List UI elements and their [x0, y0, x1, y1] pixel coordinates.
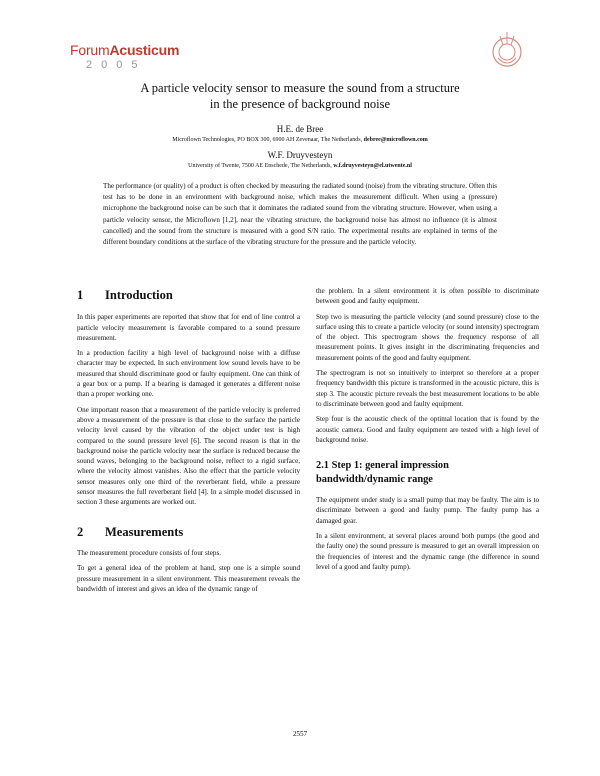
author-name: W.F. Druyvesteyn	[267, 150, 333, 160]
paragraph: Step four is the acoustic check of the optimal location that is found by the acoustic camera. Good and faulty equipment are tested with a high level of background noise.	[316, 415, 539, 444]
subsection-heading	[316, 459, 539, 486]
author-affiliation	[0, 163, 600, 169]
conference-logo-text	[70, 42, 179, 58]
conference-logo	[70, 42, 179, 71]
author-affiliation	[0, 137, 600, 143]
title-line-1: A particle velocity sensor to measure the sound from a structure	[140, 81, 460, 95]
logo-forum: Forum	[70, 42, 110, 58]
paragraph: Step two is measuring the particle velocity (and sound pressure) close to the surface using this to create a particle velocity (or sound intensity) spectrogram of the object. This spectrogram shows the frequency response of all measurement points. It gives insight in the discriminating frequencies and measurement points of the good and faulty equipment.	[316, 312, 539, 362]
page-number: 2557	[292, 730, 308, 738]
section-number: 2	[77, 524, 84, 539]
subsection-number: 2.1	[316, 460, 329, 472]
paragraph: In a silent environment, at several places around both pumps (the good and the faulty one) the sound pressure is measured to get an overall impression on the frequencies of interest and the dynamic range (the difference in sound level of a good and faulty pump).	[316, 532, 539, 571]
author-email: w.f.druyvesteyn@el.utwente.nl	[333, 163, 412, 169]
paper-title	[0, 80, 600, 112]
paragraph: the problem. In a silent environment it is often possible to discriminate between good and faulty equipment.	[316, 287, 539, 306]
title-line-2: in the presence of background noise	[209, 97, 391, 111]
section-heading	[77, 524, 300, 539]
affiliation-text: Microflown Technologies, PO BOX 300, 6900 AH Zevenaar, The Netherlands,	[172, 137, 363, 143]
section-heading	[77, 290, 300, 300]
subsection-title: Step 1: general impression bandwidth/dynamic range	[316, 460, 449, 485]
left-column	[77, 290, 300, 599]
paragraph: To get a general idea of the problem at hand, step one is a simple sound pressure measurement in a silent environment. This measurement reveals the bandwidth of interest and gives an idea of the dynamic range of	[77, 564, 300, 593]
section-number: 1	[77, 288, 84, 302]
paragraph: One important reason that a measurement of the particle velocity is preferred above a measurement of the pressure is that close to the surface the particle velocity level caused by the vibration of the object under test is high compared to the sound pressure level [6]. The second reason is that in the background noise the particle velocity near the surface is reduced because the sound waves, belonging to the background noise, reflect to a rigid surface, where the velocity almost vanishes. Also the effect that the particle velocity sensor measures only one third of the reverberant field, while a pressure sensor measures the full reverberant field [4]. In a simple model discussed in section 3 these arguments are worked out.	[77, 405, 300, 507]
author-name: H.E. de Bree	[276, 124, 324, 134]
affiliation-text: University of Twente, 7500 AE Enschede, The Netherlands,	[188, 163, 332, 169]
paragraph: In this paper experiments are reported that show that for end of line control a particle velocity measurement is favorable compared to a sound pressure measurement.	[77, 313, 300, 342]
section-title: Introduction	[105, 288, 173, 302]
paragraph: The equipment under study is a small pump that may be faulty. The aim is to discriminate between a good and faulty pump. The faulty pump has a damaged gear.	[316, 496, 539, 525]
conference-emblem-icon	[484, 28, 530, 74]
logo-acusticum: Acusticum	[109, 42, 180, 58]
section-title: Measurements	[105, 524, 184, 539]
author-email: debree@microflown.com	[363, 137, 428, 143]
paragraph: The measurement procedure consists of four steps.	[77, 548, 221, 557]
paragraph: The spectrogram is not so intuitively to interpret so therefore at a proper frequency bandwidth this picture is transformed in the acoustic picture, this is step 3. The acoustic picture reveals the best measurement locations to be able to discriminate between good and faulty equipment.	[316, 369, 539, 408]
abstract: The performance (or quality) of a product is often checked by measuring the radiated sound (noise) from the vibrating structure. Often this test has to be done in an environment with background noise, which makes the measurement difficult. When using a (pressure) microphone the background noise can be such that it dominates the radiated sound from the vibrating structure. However, when using a particle velocity sensor, the Microflown [1,2], near the vibrating structure, the background noise has almost no influence (it is almost cancelled) and the sound from the structure is measured with a good S/N ratio. The experimental results are explained in terms of the different boundary conditions at the surface of the vibrating structure for the pressure and the particle velocity.	[103, 182, 497, 247]
paragraph: In a production facility a high level of background noise with a diffuse character may be expected. In such environment low sound levels have to be measured that should discriminate good or faulty equipment. One can think of a gear box or a pump. If a bearing is damaged it generates a different noise than a proper working one.	[77, 349, 300, 399]
right-column	[316, 286, 539, 577]
logo-year: 2005	[86, 59, 147, 71]
